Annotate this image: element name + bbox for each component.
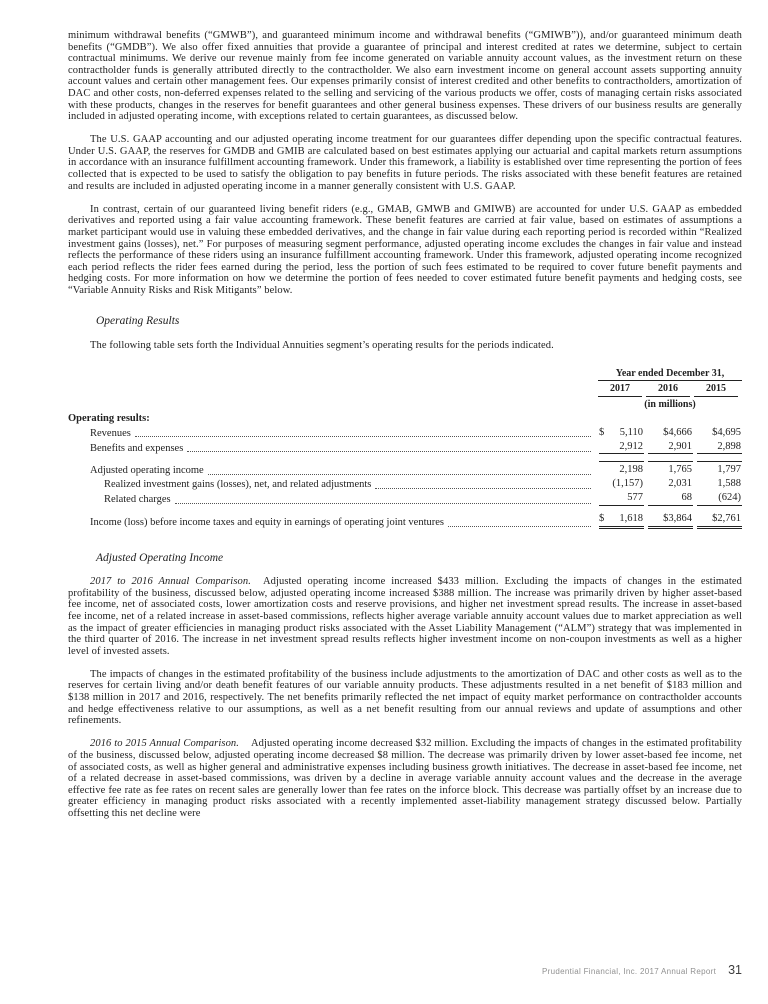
table-intro-text: The following table sets forth the Individual Annuities segment’s operating results for the periods indicated. bbox=[90, 340, 554, 352]
paragraph-living-benefit-riders: In contrast, certain of our guaranteed living benefit riders (e.g., GMAB, GMWB and GMIWB) are accounted for under U.S. GAAP as embedded derivatives and reported using a fair value accounting framework. These benefit features are carried at fair value, based on estimates of assumptions a market participant would use in valuing these embedded derivatives, and the change in fair value during each reporting period is recorded within “Realized investment gains (losses), net.” For purposes of measuring segment performance, adjusted operating income excludes the changes in fair value and instead reflects the performance of these riders using an insurance fulfillment accounting framework. Under this framework, adjusted operating income recognized each period reflects the rider fees earned during the period, less the portion of such fees estimated to be required to cover future benefit payments and hedging costs. For more information on how we determine the portion of fees needed to cover estimated future benefit payments and hedging costs, see “Variable Annuity Risks and Risk Mitigants” below. bbox=[68, 203, 742, 296]
table-row bbox=[68, 461, 742, 477]
row-value: $3,864 bbox=[648, 513, 693, 529]
paragraph-profitability-impacts: The impacts of changes in the estimated profitability of the business include adjustments to the amortization of DAC and other costs as well as to the reserves for certain living and/or death benefit features of our variable annuity products. These adjustments resulted in a net benefit of $183 million and $138 million in 2017 and 2016, respectively. The net benefits primarily reflected the net impact of equity market performance on contractholder accounts and hedge effectiveness relative to our assumptions, as well as a net benefit resulting from our annual reviews and update of assumptions and other refinements. bbox=[68, 668, 742, 727]
dot-leader bbox=[208, 474, 591, 475]
row-label: Related charges bbox=[104, 494, 171, 506]
operating-results-table bbox=[68, 368, 742, 529]
report-title-footer: Prudential Financial, Inc. 2017 Annual Report bbox=[542, 967, 717, 977]
row-value bbox=[599, 513, 644, 529]
dot-leader bbox=[187, 451, 591, 452]
row-value: $4,666 bbox=[663, 426, 692, 438]
table-row bbox=[68, 513, 742, 529]
comparison-lead-in: 2016 to 2015 Annual Comparison. bbox=[90, 738, 239, 750]
row-value: (624) bbox=[697, 492, 742, 506]
dot-leader bbox=[375, 488, 591, 489]
row-value: 1,588 bbox=[717, 478, 741, 490]
row-value: 577 bbox=[599, 492, 644, 506]
row-label: Realized investment gains (losses), net, and related adjustments bbox=[104, 479, 372, 491]
row-value: 1,797 bbox=[697, 461, 742, 477]
table-row bbox=[68, 478, 742, 491]
comparison-body: Adjusted operating income decreased $32 million. Excluding the impacts of changes in the estimated profitability of the business, discussed below, adjusted operating income decreased $8 million. The decrease was primarily driven by lower asset-based fee income, net of associated costs, as well as higher general and administrative expenses including business growth initiatives. The decrease in asset-based fee income, net of a related decrease in asset-based commissions, was driven by a decline in average variable annuity account values and the decrease in the average effective fee rate as fee rates on recent sales are generally lower than fee rates on the inforce block. This decrease was partially offset by an increase due to greater efficiency in managing product risks associated with a recently implemented asset-liability management strategy discussed below. Partially offsetting this net decline were bbox=[68, 738, 742, 819]
row-value: 2,898 bbox=[697, 441, 742, 455]
row-value: 2,912 bbox=[599, 441, 644, 455]
paragraph-2017-2016-comparison bbox=[68, 576, 742, 657]
row-value bbox=[599, 427, 644, 440]
page-footer bbox=[542, 965, 742, 978]
table-header-span: Year ended December 31, bbox=[598, 368, 742, 382]
row-value: 2,031 bbox=[668, 478, 692, 490]
row-value: $2,761 bbox=[697, 513, 742, 529]
year-column-header: 2015 bbox=[694, 383, 738, 397]
value-number: 1,618 bbox=[619, 513, 643, 524]
value-number: 5,110 bbox=[619, 426, 643, 438]
heading-operating-results: Operating Results bbox=[96, 315, 180, 328]
page-number: 31 bbox=[728, 963, 742, 978]
row-label: Adjusted operating income bbox=[90, 465, 204, 477]
row-value: $4,695 bbox=[712, 426, 741, 438]
dot-leader bbox=[448, 526, 591, 527]
dot-leader bbox=[135, 436, 591, 437]
table-row bbox=[68, 441, 742, 455]
row-value: (1,157) bbox=[612, 478, 643, 490]
dollar-sign: $ bbox=[599, 426, 605, 438]
row-label: Benefits and expenses bbox=[90, 442, 184, 454]
table-body bbox=[68, 427, 742, 529]
row-value: 2,198 bbox=[599, 461, 644, 477]
row-value: 2,901 bbox=[648, 441, 693, 455]
year-column-header: 2016 bbox=[646, 383, 690, 397]
row-label: Income (loss) before income taxes and equity in earnings of operating joint ventures bbox=[90, 517, 444, 528]
dollar-sign: $ bbox=[599, 513, 605, 524]
paragraph-gaap-treatment: The U.S. GAAP accounting and our adjusted operating income treatment for our guarantees differ depending upon the specific contractual features. Under U.S. GAAP, the reserves for GMDB and GMIB are calculated based on best estimates applying our actuarial and capital markets return assumptions in accordance with an insurance fulfillment accounting framework. Under this framework, a liability is established over time representing the portion of fees collected that is expected to be used to satisfy the obligation to pay benefits in future periods. The risks associated with these benefit features are retained and results are included in adjusted operating income in a manner generally consistent with U.S. GAAP. bbox=[68, 134, 742, 192]
comparison-lead-in: 2017 to 2016 Annual Comparison. bbox=[90, 576, 251, 588]
table-year-columns bbox=[598, 383, 742, 397]
paragraph-segment-overview: minimum withdrawal benefits (“GMWB”), and guaranteed minimum income and withdrawal benefits (“GMIWB”)), and/or guaranteed minimum death benefits (“GMDB”). We also offer fixed annuities that provide a guarantee of principal and interest credited at rates we determine, subject to certain contractual minimums. We derive our revenue mainly from fee income generated on variable annuity account values, as the investment return on these contractholder funds is generally attributed directly to the contractholder. We also earn investment income on general account assets supporting annuity account values and certain other management fees. Our expenses primarily consist of interest credited and other benefits to contractholders, amortization of DAC and other costs, non-deferred expenses related to the selling and servicing of the various products we offer, costs of managing certain risks associated with these products, changes in the reserves for benefit guarantees and other general business expenses. These drivers of our business results are generally included in adjusted operating income, with exceptions related to certain guarantees, as discussed below. bbox=[68, 30, 742, 123]
comparison-body: Adjusted operating income increased $433 million. Excluding the impacts of changes in the estimated profitability of the business, discussed below, adjusted operating income increased $388 million. The increase was primarily driven by higher asset-based fee income, net of associated costs, lower amortization costs and reserve provisions, and higher net investment spread results. The increase in asset-based fee income, net of a related increase in asset-based commissions, reflects higher average variable annuity account values due to market appreciation as well as the impact of greater efficiencies in managing product risks associated with the Asset Liability Management (“ALM”) strategy that was implemented in the third quarter of 2016. The increase in net investment spread results reflects higher investment income on non-coupon investments as well as a higher level of invested assets. bbox=[68, 576, 742, 657]
dot-leader bbox=[175, 503, 591, 504]
row-label: Revenues bbox=[90, 427, 131, 439]
table-header bbox=[68, 368, 742, 411]
table-row bbox=[68, 427, 742, 440]
heading-adjusted-operating-income: Adjusted Operating Income bbox=[96, 551, 224, 564]
table-group-label: Operating results: bbox=[68, 413, 150, 425]
table-row bbox=[68, 492, 742, 506]
row-value: 68 bbox=[648, 492, 693, 506]
row-value: 1,765 bbox=[648, 461, 693, 477]
table-units-label: (in millions) bbox=[644, 398, 696, 410]
paragraph-2016-2015-comparison bbox=[68, 738, 742, 819]
year-column-header: 2017 bbox=[598, 383, 642, 397]
